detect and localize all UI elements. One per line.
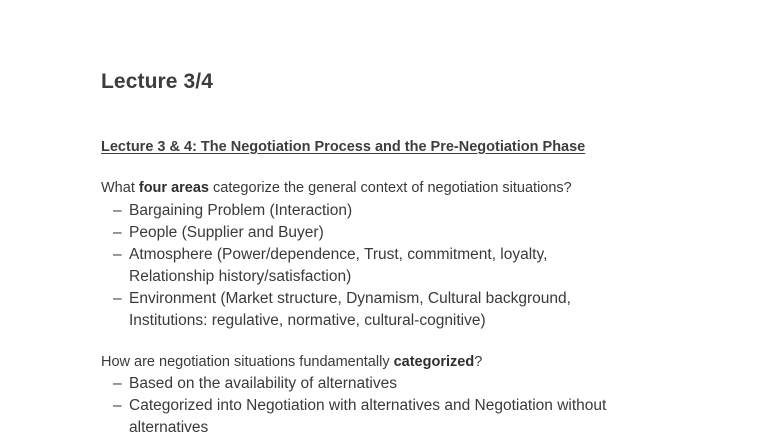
dash-bullet: – <box>113 397 122 414</box>
dash-bullet: – <box>113 246 122 263</box>
list-item-text: Environment (Market structure, Dynamism, Cultural background, <box>129 290 571 307</box>
question-text: ? <box>474 354 483 370</box>
answer-list-four-areas <box>113 200 571 332</box>
list-item-text-continued: Relationship history/satisfaction) <box>129 268 352 285</box>
question-text: What <box>101 180 139 196</box>
list-item <box>113 244 571 288</box>
list-item-text: Categorized into Negotiation with alternatives and Negotiation without <box>129 397 607 414</box>
dash-bullet: – <box>113 202 122 219</box>
dash-bullet: – <box>113 224 122 241</box>
list-item <box>113 222 571 244</box>
question-text: categorize the general context of negotiation situations? <box>209 180 572 196</box>
list-item <box>113 288 571 332</box>
question-four-areas <box>101 180 572 196</box>
question-categorized <box>101 354 482 370</box>
dash-bullet: – <box>113 290 122 307</box>
page-title: Lecture 3/4 <box>101 70 213 93</box>
dash-bullet: – <box>113 375 122 392</box>
section-heading: Lecture 3 & 4: The Negotiation Process and the Pre-Negotiation Phase <box>101 139 586 155</box>
question-text: How are negotiation situations fundamentally <box>101 354 394 370</box>
list-item <box>113 395 606 439</box>
question-emphasis: four areas <box>138 180 209 196</box>
list-item-text-continued: Institutions: regulative, normative, cultural-cognitive) <box>129 312 486 329</box>
answer-list-categorized <box>113 373 606 439</box>
list-item <box>113 373 606 395</box>
list-item-text: Atmosphere (Power/dependence, Trust, commitment, loyalty, <box>129 246 548 263</box>
list-item <box>113 200 571 222</box>
list-item-text-continued: alternatives <box>129 419 209 436</box>
question-emphasis: categorized <box>393 354 475 370</box>
list-item-text: People (Supplier and Buyer) <box>129 224 324 241</box>
list-item-text: Based on the availability of alternatives <box>129 375 397 392</box>
list-item-text: Bargaining Problem (Interaction) <box>129 202 353 219</box>
